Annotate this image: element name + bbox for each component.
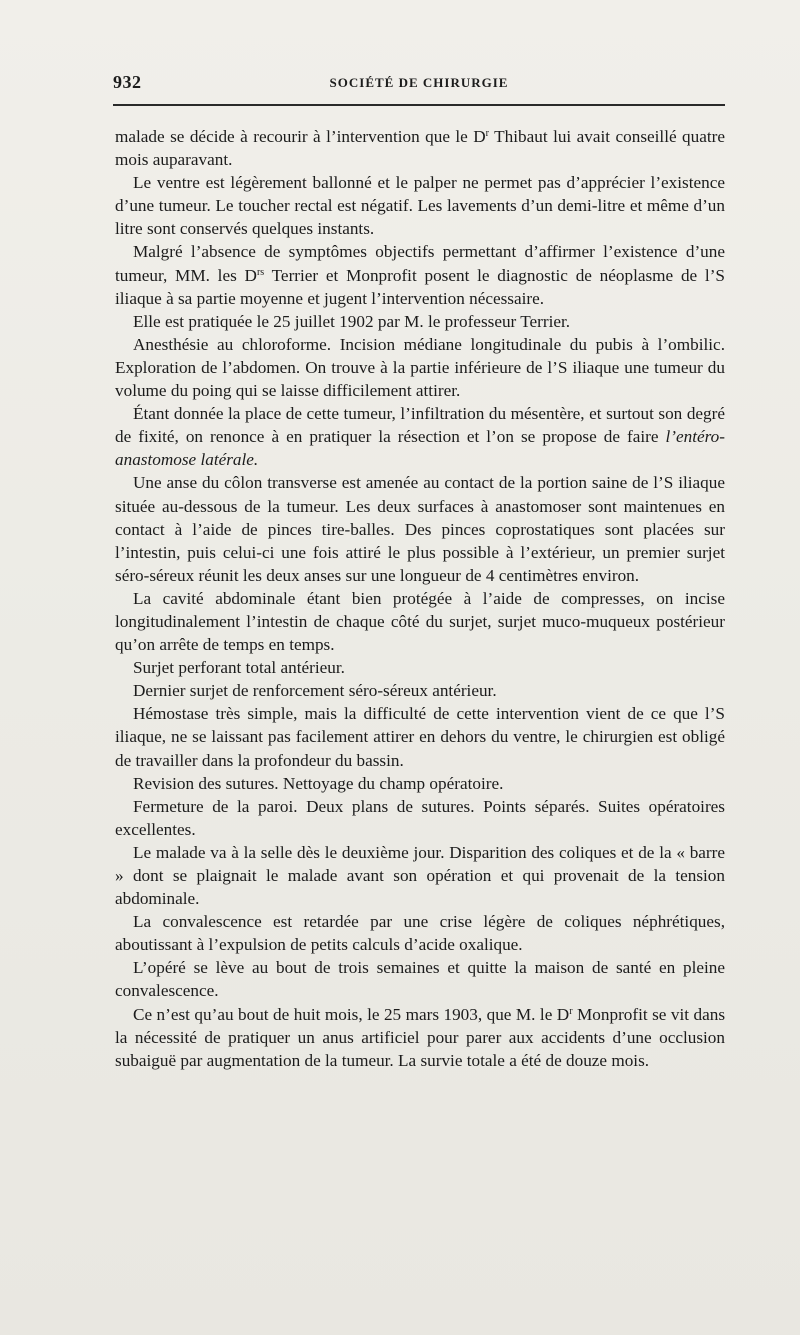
paragraph	[115, 772, 725, 795]
paragraph	[115, 471, 725, 586]
text-run: Fermeture de la paroi. Deux plans de sutures. Points séparés. Suites opératoires excellentes.	[115, 796, 725, 839]
text-run: Une anse du côlon transverse est amenée au contact de la portion saine de l’S iliaque située au-dessous de la tumeur. Les deux surfaces à anastomoser sont maintenues en contact à l’aide de pinces tire-balles. Des pinces coprostatiques sont placées sur l’intestin, puis celui-ci une fois attiré le plus possible à l’extérieur, un premier surjet séro-séreux réunit les deux anses sur une longueur de 4 centimètres environ.	[115, 473, 725, 585]
paragraph	[115, 310, 725, 333]
paragraph	[115, 171, 725, 240]
italic-text: l’entéro-anastomose latérale.	[115, 427, 725, 470]
text-run: La cavité abdominale étant bien protégée à l’aide de compresses, on incise longitudinalement l’intestin de chaque côté du surjet, surjet muco-muqueux postérieur qu’on arrête de temps en temps.	[115, 588, 725, 655]
text-run: Hémostase très simple, mais la difficulté de cette intervention vient de ce que l’S iliaque, ne se laissant pas facilement attirer en dehors du ventre, le chirurgien est obligé de travailler dans la profondeur du bassin.	[115, 704, 725, 770]
running-head: SOCIÉTÉ DE CHIRURGIE	[329, 75, 509, 90]
paragraph	[115, 240, 725, 309]
superscript: r	[485, 128, 490, 139]
paragraph	[115, 125, 725, 171]
page-header	[113, 72, 725, 96]
text-run: Le ventre est légèrement ballonné et le palper ne permet pas d’apprécier l’existence d’une tumeur. Le toucher rectal est négatif. Les lavements d’un demi-litre et même d’un litre sont conservés quelques instants.	[115, 173, 725, 239]
text-run: Surjet perforant total antérieur.	[133, 658, 345, 678]
text-run: Ce n’est qu’au bout de huit mois, le 25 mars 1903, que M. le D	[133, 1004, 570, 1024]
text-run: L’opéré se lève au bout de trois semaines et quitte la maison de santé en pleine convalescence.	[115, 958, 725, 1001]
paragraph	[115, 679, 725, 702]
page-number: 932	[113, 72, 142, 92]
text-run: malade se décide à recourir à l’intervention que le D	[115, 127, 486, 146]
header-rule	[113, 104, 725, 106]
text-run: La convalescence est retardée par une crise légère de coliques néphrétiques, aboutissant à l’expulsion de petits calculs d’acide oxalique.	[115, 912, 725, 955]
paragraph	[115, 910, 725, 956]
text-run: Terrier et Monprofit posent le diagnostic de néoplasme de l’S iliaque à sa partie moyenne et jugent l’intervention nécessaire.	[115, 265, 725, 308]
text-run: Étant donnée la place de cette tumeur, l’infiltration du mésentère, et surtout son degré de fixité, on renonce à en pratiquer la résection et l’on se propose de faire	[115, 404, 725, 447]
text-run: Dernier surjet de renforcement séro-séreux antérieur.	[133, 681, 497, 701]
paragraph	[115, 402, 725, 471]
paragraph	[115, 656, 725, 679]
text-run: Revision des sutures. Nettoyage du champ opératoire.	[133, 773, 504, 793]
paragraph	[115, 587, 725, 656]
superscript: rs	[256, 266, 265, 278]
paragraph	[115, 702, 725, 771]
text-run: Le malade va à la selle dès le deuxième jour. Disparition des coliques et de la « barre » dont se plaignait le malade avant son opération et qui provenait de la tension abdominale.	[115, 842, 725, 909]
paragraph	[115, 333, 725, 402]
text-run: Anesthésie au chloroforme. Incision médiane longitudinale du pubis à l’ombilic. Exploration de l’abdomen. On trouve à la partie inférieure de l’S iliaque une tumeur du volume du poing qui se laisse difficilement attirer.	[115, 334, 725, 401]
text-run: Elle est pratiquée le 25 juillet 1902 par M. le professeur Terrier.	[133, 311, 571, 331]
superscript: r	[569, 1005, 573, 1017]
paragraph	[115, 841, 725, 910]
paragraph	[115, 956, 725, 1002]
text-run: Thibaut lui avait conseillé quatre mois auparavant.	[115, 127, 725, 170]
paragraph	[115, 795, 725, 841]
paragraph	[115, 1003, 725, 1072]
text-run: Malgré l’absence de symptômes objectifs permettant d’affirmer l’existence d’une tumeur, MM. les D	[115, 242, 725, 285]
text-run: Monprofit se vit dans la nécessité de pratiquer un anus artificiel pour parer aux accidents d’une occlusion subaiguë par augmentation de la tumeur. La survie totale a été de douze mois.	[115, 1004, 726, 1070]
body-text	[115, 125, 725, 1072]
